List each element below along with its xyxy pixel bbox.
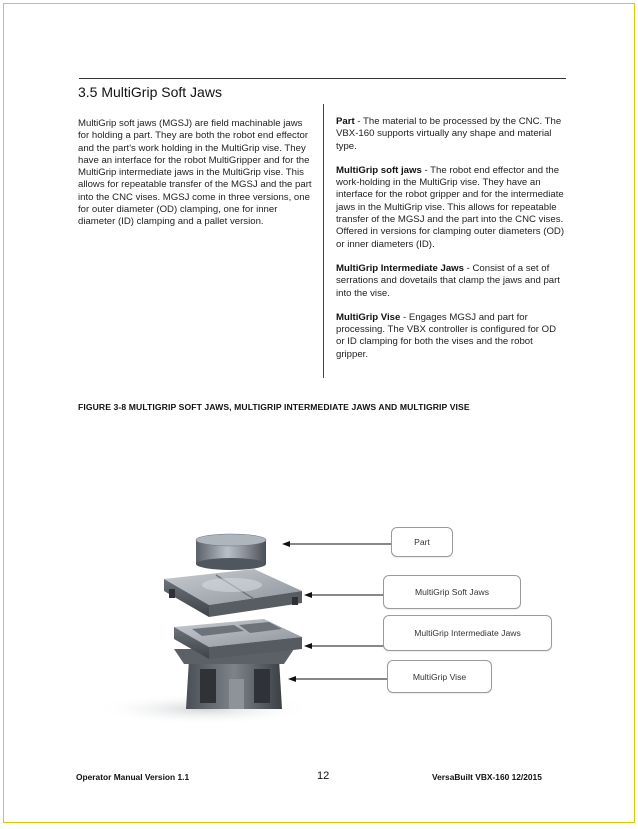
callout-part: Part [391, 527, 453, 557]
definition-intermediate-jaws [336, 263, 566, 300]
definition-text: - Consist of a set of serrations and dovetails that clamp the jaws and part into the vise. [336, 262, 560, 299]
footer-manual-version: Operator Manual Version 1.1 [76, 772, 190, 782]
definition-text: - Engages MGSJ and part for processing. The VBX controller is configured for OD or ID clamping for both the vises and the robot gripper. [336, 311, 557, 360]
definition-term: MultiGrip Intermediate Jaws [336, 262, 464, 274]
part-cylinder [196, 534, 266, 570]
callout-arrows [282, 541, 394, 682]
column-divider [323, 104, 324, 378]
definition-text: - The robot end effector and the work-holding in the MultiGrip vise. They have an interface for the robot gripper and for the intermediate jaws in the MultiGrip vise. This allows for repeatable transfer of the MGSJ and the part into the CNC vises. Offered in versions for clamping outer diameters (OD) or inner diameters (ID). [336, 164, 565, 250]
definition-term: MultiGrip Vise [336, 311, 401, 323]
definition-term: Part [336, 116, 355, 127]
footer-product-info: VersaBuilt VBX-160 12/2015 [432, 772, 542, 782]
figure-caption: FIGURE 3-8 MULTIGRIP SOFT JAWS, MULTIGRIP INTERMEDIATE JAWS AND MULTIGRIP VISE [78, 402, 470, 412]
definition-soft-jaws [336, 165, 566, 251]
definition-text: - The material to be processed by the CNC. The VBX-160 supports virtually any shape and material type. [336, 116, 562, 152]
callout-intermediate-jaws: MultiGrip Intermediate Jaws [383, 615, 552, 651]
soft-jaws-body [164, 569, 302, 617]
definition-term: MultiGrip soft jaws [336, 164, 422, 176]
callout-vise: MultiGrip Vise [387, 660, 492, 693]
definition-part [336, 116, 566, 153]
definition-vise [336, 312, 566, 361]
intro-paragraph: MultiGrip soft jaws (MGSJ) are field machinable jaws for holding a part. They are both the robot end effector and the part's work holding in the MultiGrip vise. They have an interface for the robot MultiGripper and for the MultiGrip intermediate jaws in the MultiGrip vise. This allows for repeatable transfer of the MGSJ and the part into the CNC vises. MGSJ come in three versions, one for outer diameter (OD) clamping, one for inner diameter (ID) clamping and a pallet version. [78, 118, 312, 228]
top-rule [79, 78, 566, 79]
callout-soft-jaws: MultiGrip Soft Jaws [383, 575, 521, 609]
section-title: 3.5 MultiGrip Soft Jaws [78, 84, 222, 100]
definitions-list [336, 116, 566, 373]
document-page [3, 3, 635, 823]
page-number: 12 [317, 770, 330, 782]
vise-body [174, 649, 294, 709]
